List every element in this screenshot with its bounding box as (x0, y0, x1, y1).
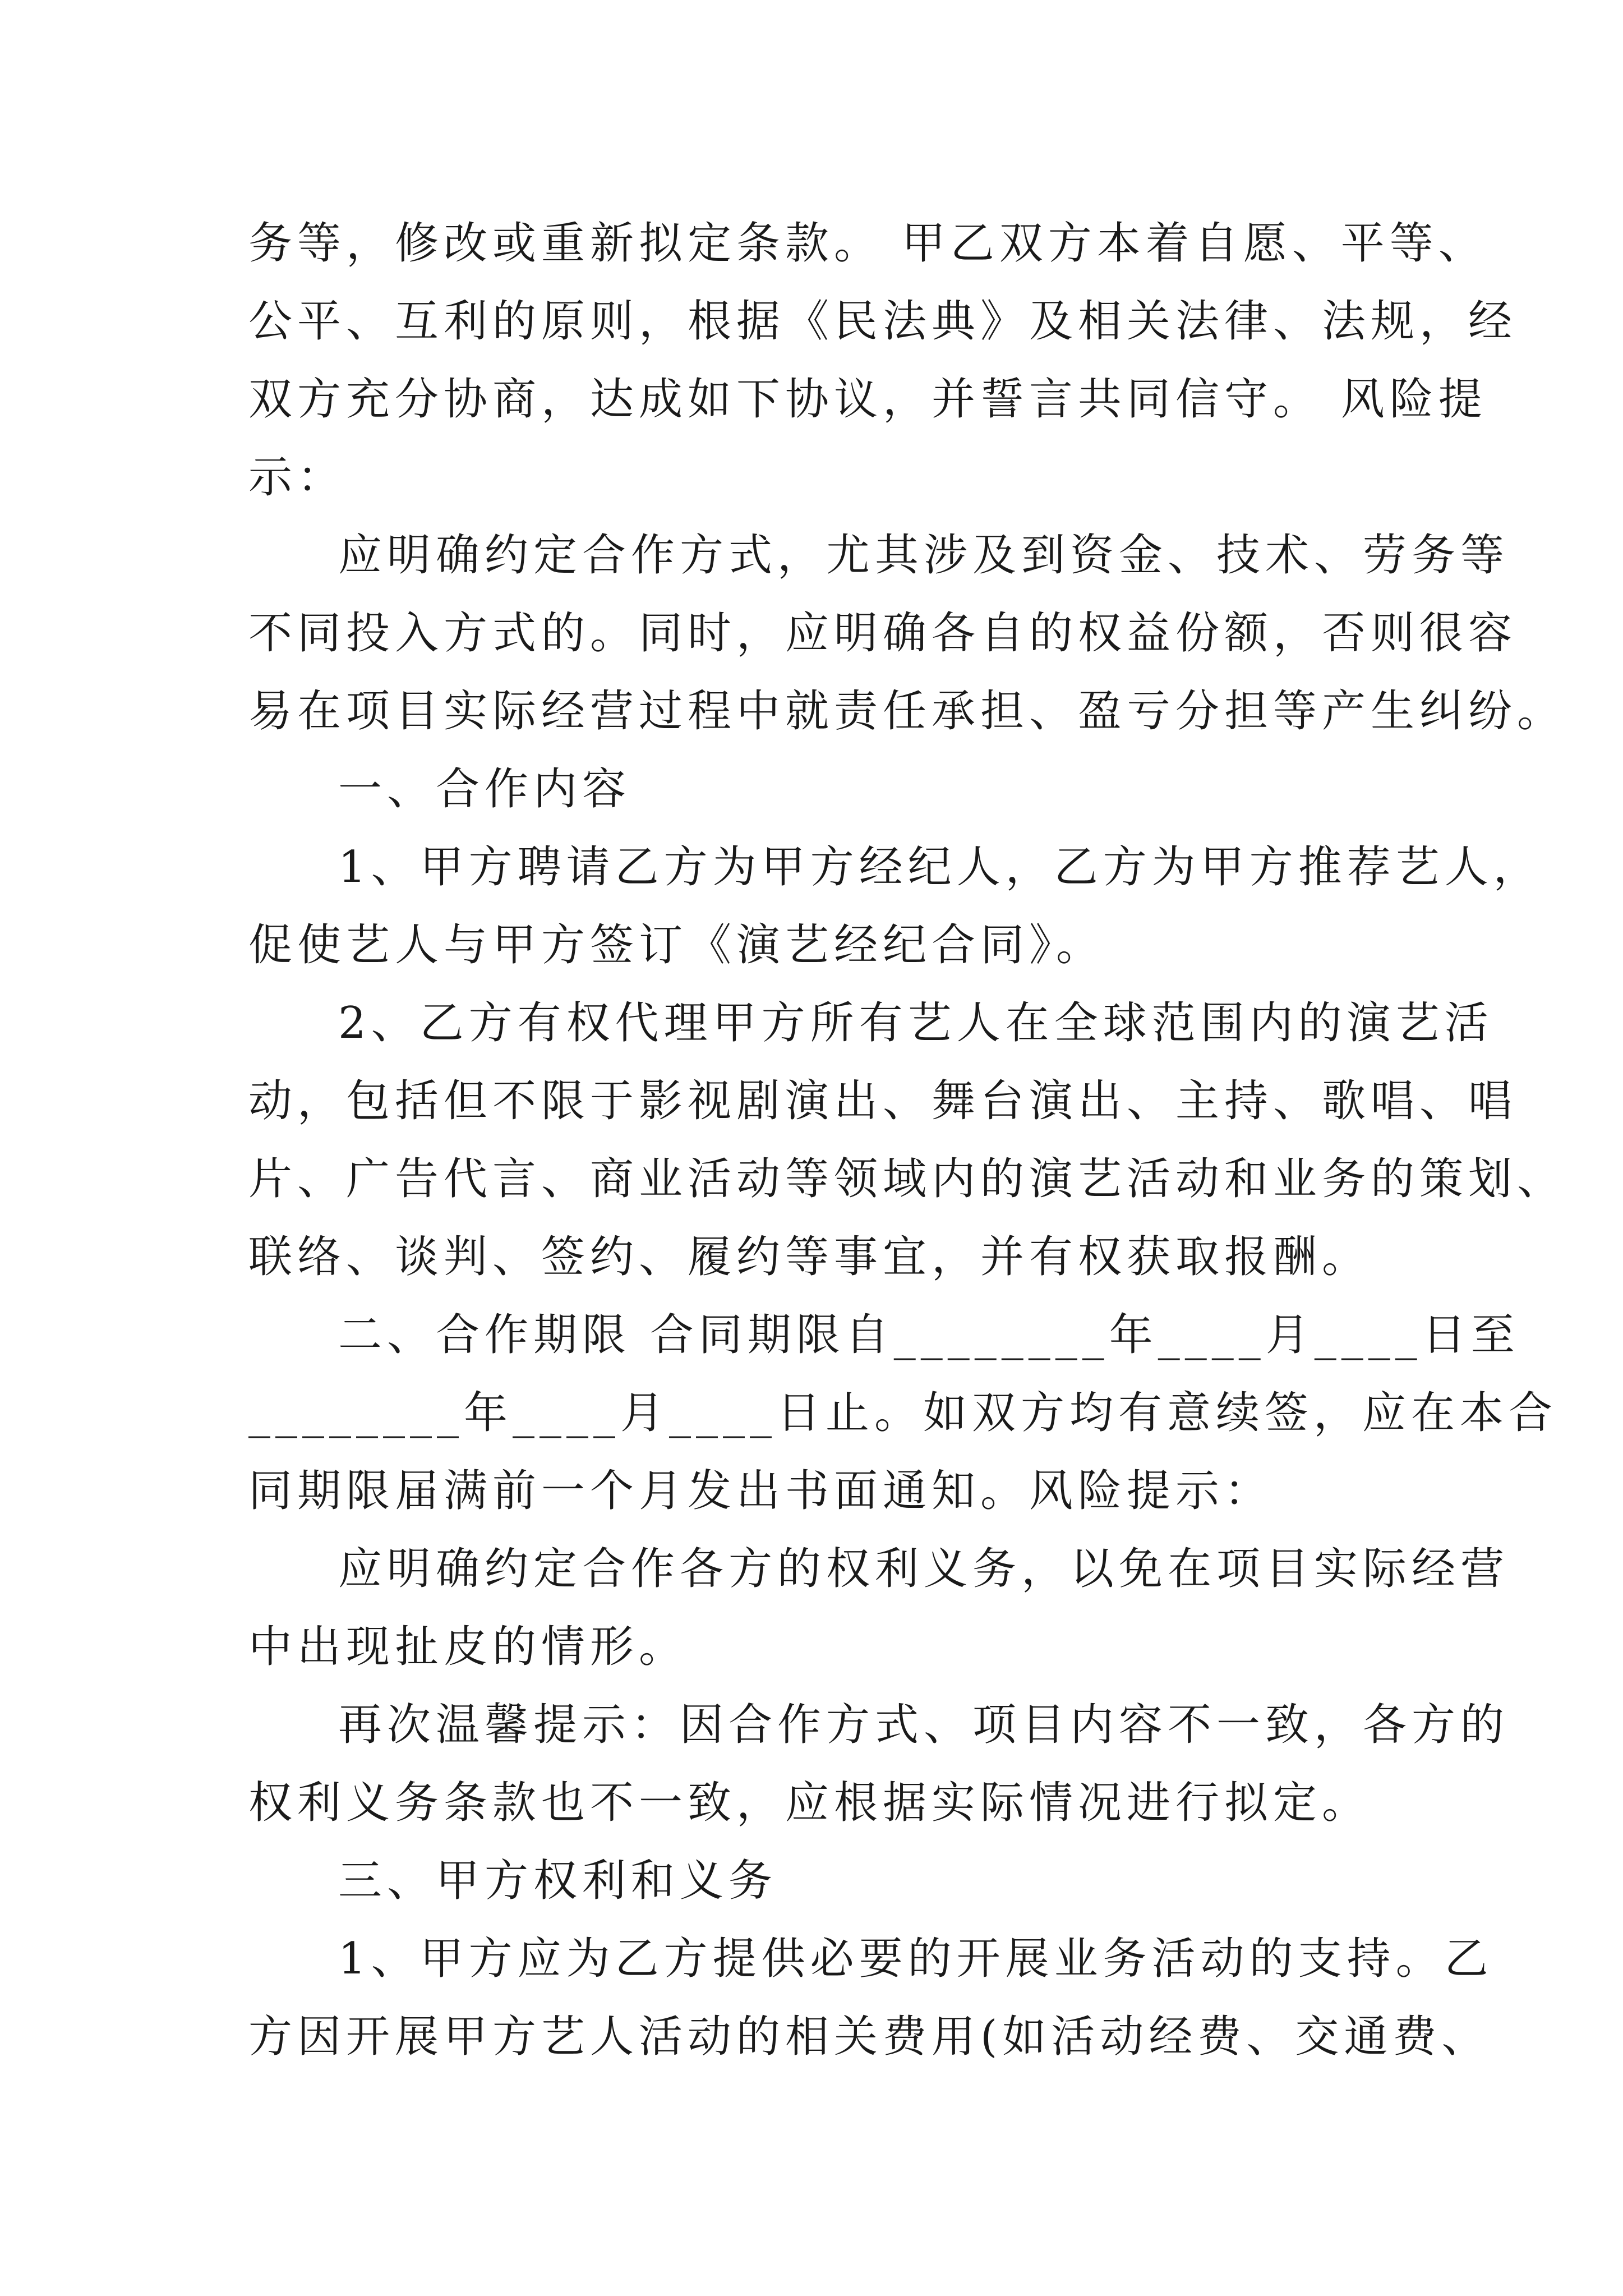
text-line: 1、甲方应为乙方提供必要的开展业务活动的支持。乙 (338, 1934, 1493, 1984)
text-line: 务等，修改或重新拟定条款。 甲乙双方本着自愿、平等、 (248, 218, 1487, 269)
text-line: 1、甲方聘请乙方为甲方经纪人，乙方为甲方推荐艺人， (338, 842, 1542, 892)
text-line: 再次温馨提示：因合作方式、项目内容不一致，各方的 (338, 1700, 1510, 1750)
text-line: 方因开展甲方艺人活动的相关费用(如活动经费、交通费、 (248, 2012, 1491, 2062)
section-heading: 三、甲方权利和义务 (338, 1856, 778, 1906)
text-line: 促使艺人与甲方签订《演艺经纪合同》。 (248, 920, 1105, 970)
section-heading: 一、合作内容 (338, 764, 631, 815)
text-line: 应明确约定合作方式，尤其涉及到资金、技术、劳务等 (338, 530, 1510, 581)
document-body (248, 205, 1566, 2076)
text-line: ________年____月____日止。如双方均有意续签，应在本合 (248, 1388, 1558, 1438)
text-line: 权利义务条款也不一致，应根据实际情况进行拟定。 (248, 1778, 1371, 1828)
text-line: 不同投入方式的。同时，应明确各自的权益份额，否则很容 (248, 608, 1518, 659)
text-line: 片、广告代言、商业活动等领域内的演艺活动和业务的策划、 (248, 1154, 1566, 1204)
text-line: 双方充分协商，达成如下协议，并誓言共同信守。 风险提 (248, 374, 1487, 425)
text-line: 动，包括但不限于影视剧演出、舞台演出、主持、歌唱、唱 (248, 1076, 1518, 1126)
section-heading: 二、合作期限 合同期限自________年____月____日至 (338, 1310, 1520, 1360)
text-line: 示： (248, 452, 347, 503)
text-line: 2、乙方有权代理甲方所有艺人在全球范围内的演艺活 (338, 998, 1493, 1048)
text-line: 易在项目实际经营过程中就责任承担、盈亏分担等产生纠纷。 (248, 686, 1566, 737)
text-line: 同期限届满前一个月发出书面通知。风险提示： (248, 1466, 1274, 1516)
text-line: 联络、谈判、签约、履约等事宜，并有权获取报酬。 (248, 1232, 1371, 1282)
text-line: 应明确约定合作各方的权利义务，以免在项目实际经营 (338, 1544, 1510, 1594)
text-line: 公平、互利的原则，根据《民法典》及相关法律、法规，经 (248, 296, 1518, 347)
text-line: 中出现扯皮的情形。 (248, 1622, 688, 1672)
